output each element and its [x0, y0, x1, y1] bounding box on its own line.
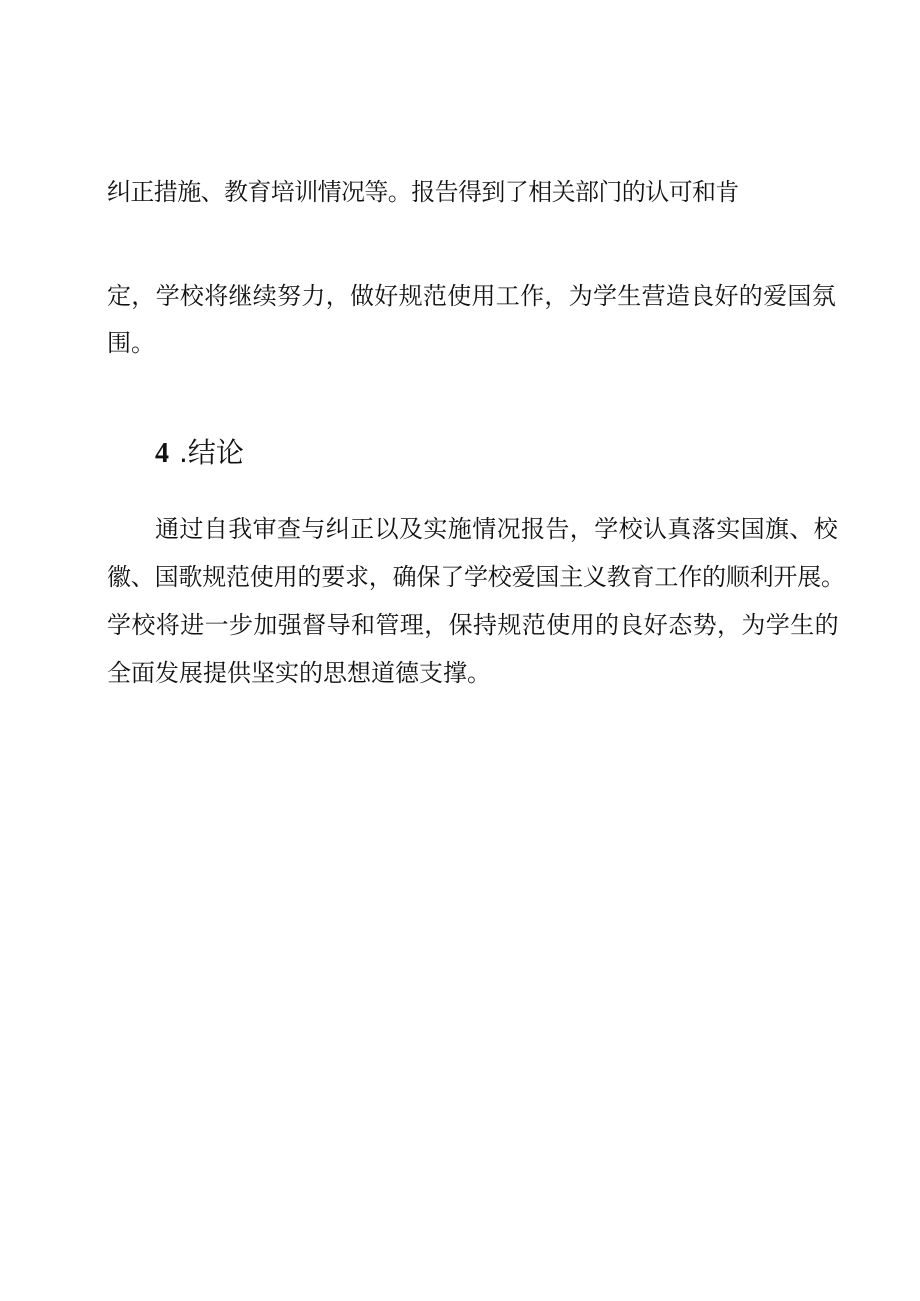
section-title: .结论	[179, 436, 244, 469]
paragraph-line: 通过自我审查与纠正以及实施情况报告，学校认真落实国旗、校	[155, 515, 839, 543]
paragraph-line: 学校将进一步加强督导和管理，保持规范使用的良好态势，为学生的	[107, 611, 839, 639]
paragraph-line: 围。	[107, 329, 155, 357]
section-heading	[155, 436, 244, 471]
paragraph-line: 纠正措施、教育培训情况等。报告得到了相关部门的认可和肯	[107, 178, 739, 206]
section-number: 4	[155, 438, 169, 469]
paragraph-line: 定，学校将继续努力，做好规范使用工作，为学生营造良好的爱国氛	[107, 282, 836, 310]
paragraph-line: 徽、国歌规范使用的要求，确保了学校爱国主义教育工作的顺利开展。	[107, 563, 845, 591]
paragraph-line: 全面发展提供坚实的思想道德支撑。	[107, 659, 491, 687]
